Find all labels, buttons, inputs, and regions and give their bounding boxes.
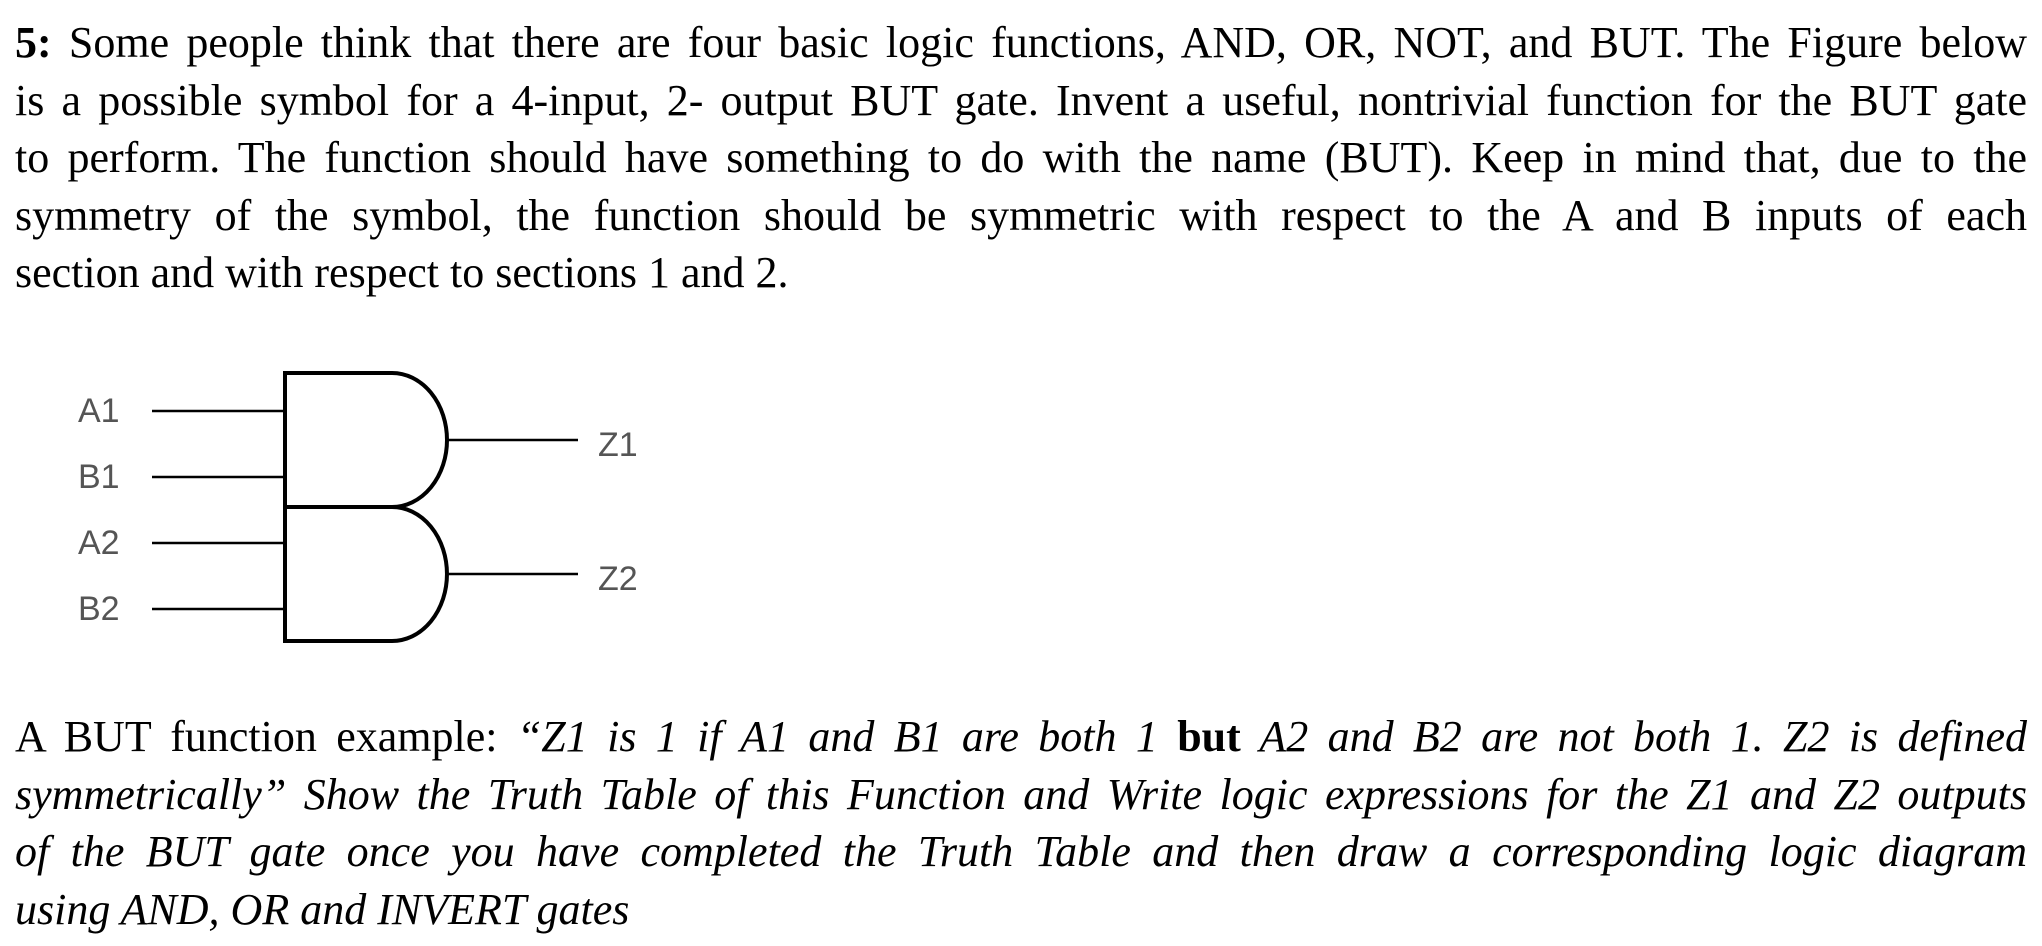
- output-label-z2: Z2: [598, 560, 638, 598]
- example-lead: A BUT function example:: [15, 712, 517, 761]
- problem-text-line: section and with respect to sections 1 and 2.: [15, 248, 789, 297]
- gate-section-2: [285, 507, 447, 641]
- example-emphasis: but: [1177, 712, 1241, 761]
- problem-number: 5:: [15, 18, 52, 67]
- problem-text-line: to perform. The function should have something to do with the name (BUT). Keep in mind that, due to the: [15, 133, 2027, 182]
- problem-statement: [15, 14, 2027, 302]
- example-statement: [15, 708, 2027, 938]
- but-gate-symbol: [0, 340, 720, 660]
- input-label-a2: A2: [78, 524, 120, 562]
- example-text-line: symmetrically” Show the Truth Table of this Function and Write logic expressions for the Z1 and Z2 outputs: [15, 769, 2027, 819]
- problem-line-1: [15, 14, 2027, 72]
- example-text-line: using AND, OR and INVERT gates: [15, 884, 630, 934]
- example-quote-cont: A2 and B2 are not both 1. Z2 is defined: [1240, 712, 2027, 761]
- example-quote-start: “Z1 is 1 if A1 and B1 are both 1: [516, 712, 1178, 761]
- problem-text-line: is a possible symbol for a 4-input, 2- output BUT gate. Invent a useful, nontrivial function for the BUT gate: [15, 75, 2027, 125]
- problem-text-line: Some people think that there are four basic logic functions, AND, OR, NOT, and BUT. The Figure below: [68, 18, 2027, 67]
- gate-section-1: [285, 373, 447, 507]
- example-line-1: [15, 708, 2027, 766]
- problem-text-line: symmetry of the symbol, the function should be symmetric with respect to the A and B inputs of each: [15, 190, 2027, 240]
- example-text-line: of the BUT gate once you have completed the Truth Table and then draw a corresponding logic diagram: [15, 827, 2027, 876]
- input-label-b2: B2: [78, 590, 120, 628]
- input-label-a1: A1: [78, 392, 120, 430]
- output-label-z1: Z1: [598, 426, 638, 464]
- input-label-b1: B1: [78, 458, 120, 496]
